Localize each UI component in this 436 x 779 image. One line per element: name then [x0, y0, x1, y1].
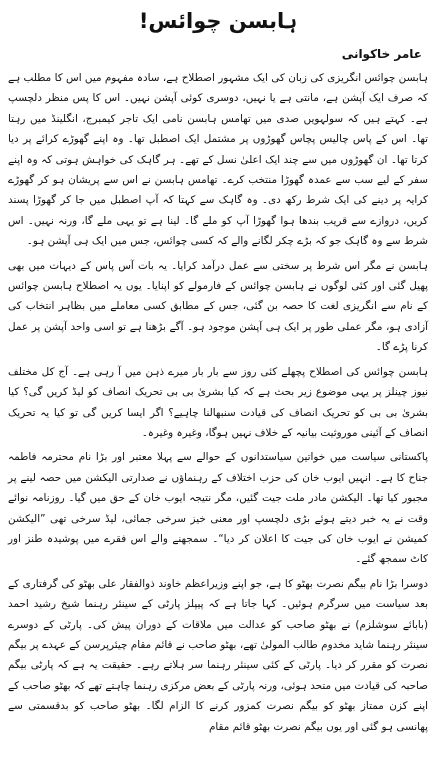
paragraph: ہابسن چوائس کی اصطلاح پچھلے کئی روز سے بار بار میرے ذہن میں آ رہی ہے۔ آج کل مختلف نیوز چینلز پر یہی موضوع زیر بحث ہے کہ کیا بشریٰ بی بی تحریک انصاف کو لیڈ کریں گی؟ کیا بشریٰ بی بی کو تحریک انصاف کی قیادت سنبھالنا چاہیے؟ اگر ایسا کریں گی تو کیا یہ تحریک انصاف کے آئینی موروثیت بیانیہ کے خلاف نہیں ہوگا، وغیرہ وغیرہ۔ — [8, 365, 428, 439]
paragraph: دوسرا بڑا نام بیگم نصرت بھٹو کا ہے، جو اپنے وزیراعظم خاوند ذوالفقار علی بھٹو کی گرفتاری کے بعد سیاست میں سرگرم ہوئیں۔ کہا جاتا ہے کہ پیپلز پارٹی کے سینئر رہنما شیخ رشید احمد (بابائے سوشلزم) نے بھٹو صاحب کو عدالت میں ملاقات کے دوران پیش کی۔ پارٹی کے دوسرے سینئر رہنما شاید مخدوم طالب المولیٰ تھے، بھٹو صاحب نے قائم مقام چیئرپرسن کے عہدے پر بیگم نصرت کو مقرر کر دیا۔ پارٹی کے کئی سینئر رہنما سر ہلاتے رہے۔ حقیقت یہ ہے کہ پارٹی بیگم صاحبہ کی قیادت میں متحد ہوئی، ورنہ پارٹی کے بعض مرکزی رہنما چاہتے تھے کہ بھٹو صاحب کے اپنے کزن ممتاز بھٹو کو بیگم نصرت کمزور کرنے کا الزام لگا۔ بھٹو صاحب کو بدقسمتی سے پھانسی ہو گئی اور یوں بیگم نصرت بھٹو قائم مقام — [8, 577, 428, 733]
article-body — [8, 68, 428, 737]
author-name: عامر خاکوانی — [341, 47, 422, 61]
paragraph: ہابسن چوائس انگریزی کی زبان کی ایک مشہور اصطلاح ہے، سادہ مفہوم میں اس کا مطلب ہے کہ صرف ایک آپشن ہے، مانتی ہے یا نہیں، دوسری کوئی آپشن نہیں۔ اس کا پس منظر دلچسپ ہے۔ کہتے ہیں کہ سولہویں صدی میں تھامس ہابسن نامی ایک تاجر کیمبرج، انگلینڈ میں رہتا تھا۔ اس کے پاس چالیس پچاس گھوڑوں پر مشتمل ایک اصطبل تھا۔ وہ اپنے گھوڑے کرائے پر دیا کرتا تھا۔ ان گھوڑوں میں سے چند ایک اعلیٰ نسل کے تھے۔ ہر گاہک کی خواہش ہوتی کہ وہ اپنے سفر کے لیے سب سے عمدہ گھوڑا منتخب کرے۔ تھامس ہابسن نے اس سے پریشان ہو کر گھوڑے کرایہ پر دینے کی ایک شرط رکھ دی۔ وہ گاہک سے کہتا کہ آپ اصطبل میں جا کر گھوڑا پسند کریں، دروازے سے قریب بندھا ہوا گھوڑا آپ کو ملے گا۔ لینا ہے تو یہی ملے گا، ورنہ نہیں۔ اس شرط سے وہ گاہک جو کہ بڑے چکر لگانے والے کہ کسی چوائس، جس میں ایک ہی آپشن ہو۔ — [8, 72, 428, 248]
paragraph: پاکستانی سیاست میں خواتین سیاستدانوں کے حوالے سے پہلا معتبر اور بڑا نام محترمہ فاطمہ جناح کا ہے۔ انہیں ایوب خان کی حزب اختلاف کے رہنماؤں نے صدارتی الیکشن میں حصہ لینے پر مجبور کیا تھا۔ الیکشن مادر ملت جیت گئیں، مگر نتیجہ ایوب خان کے حق میں گیا۔ روزنامہ نوائے وقت نے یہ خبر دیتے ہوئے بڑی دلچسپ اور معنی خیز سرخی جمائی، لیڈ سرخی تھی ”الیکشن کمیشن نے ایوب خان کی جیت کا اعلان کر دیا“۔ سمجھنے والے اس فقرے میں پوشیدہ طنز اور کاٹ سمجھ گئے۔ — [8, 451, 428, 566]
column-title: ہابسن چوائس! — [138, 9, 298, 33]
paragraph: ہابسن نے مگر اس شرط پر سختی سے عمل درآمد کرایا۔ یہ بات آس پاس کے دیہات میں بھی پھیل گئی اور کئی لوگوں نے ہابسن چوائس کے فارمولے کو اپنایا۔ یوں یہ اصطلاح ہابسن چوائس کے نام سے انگریزی لغت کا حصہ بن گئی، جس کے مطابق کسی معاملے میں بظاہر انتخاب کی آزادی ہو، مگر عملی طور پر ایک ہی آپشن موجود ہو۔ آگے بڑھنا ہے تو اسی واحد آپشن پر عمل کرنا پڑے گا۔ — [8, 259, 428, 354]
